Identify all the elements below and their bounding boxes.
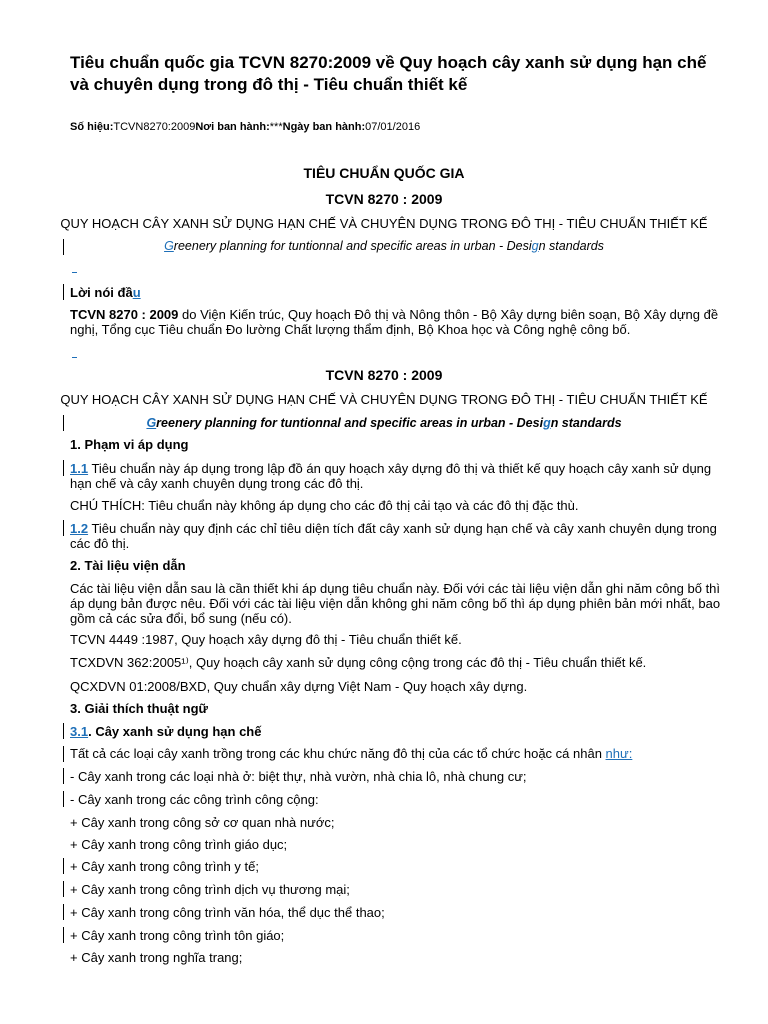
edit-marker bbox=[63, 858, 64, 874]
standard-vn-title: QUY HOẠCH CÂY XANH SỬ DỤNG HẠN CHẾ VÀ CHUYÊN DỤNG TRONG ĐÔ THỊ - TIÊU CHUẨN THIẾT KẾ bbox=[60, 216, 708, 231]
anchor-marker bbox=[72, 272, 77, 273]
list-item: + Cây xanh trong công trình dịch vụ thương mại; bbox=[70, 882, 350, 897]
term-3-1: 3.1. Cây xanh sử dụng hạn chế bbox=[70, 724, 262, 739]
document-meta bbox=[70, 121, 420, 133]
standard-en-title-2: Greenery planning for tuntionnal and specific areas in urban - Design standards bbox=[146, 416, 622, 430]
foreword-body: TCVN 8270 : 2009 do Viện Kiến trúc, Quy hoạch Đô thị và Nông thôn - Bộ Xây dựng biên soạn, Bộ Xây dựng đề nghị, Tổng cục Tiêu chuẩn Đo lường Chất lượng thẩm định, Bộ Khoa học và Công nghệ công bố. bbox=[70, 307, 719, 337]
list-item: - Cây xanh trong các công trình công cộng: bbox=[70, 792, 319, 807]
edit-marker bbox=[63, 520, 64, 536]
reference-2: TCXDVN 362:2005¹⁾, Quy hoạch cây xanh sử dụng công cộng trong các đô thị - Tiêu chuẩn thiết kế. bbox=[70, 655, 647, 670]
foreword-heading: Lời nói đầu bbox=[70, 285, 141, 300]
standard-code-2: TCVN 8270 : 2009 bbox=[325, 367, 443, 383]
edit-marker bbox=[63, 881, 64, 897]
edit-marker bbox=[63, 927, 64, 943]
edit-marker bbox=[63, 791, 64, 807]
list-item: + Cây xanh trong công trình giáo dục; bbox=[70, 837, 288, 852]
clause-1-2: 1.2 Tiêu chuẩn này quy định các chỉ tiêu diện tích đất cây xanh sử dụng hạn chế và cây xanh chuyên dụng trong các đô thị. bbox=[70, 521, 717, 551]
standard-en-title: Greenery planning for tuntionnal and specific areas in urban - Design standards bbox=[164, 239, 604, 253]
number-label: Số hiệu: bbox=[70, 121, 114, 133]
edit-marker bbox=[63, 284, 64, 300]
anchor-marker bbox=[72, 357, 77, 358]
section-2-heading: 2. Tài liệu viện dẫn bbox=[70, 558, 186, 573]
document-title: Tiêu chuẩn quốc gia TCVN 8270:2009 về Quy hoạch cây xanh sử dụng hạn chế và chuyên dụng trong đô thị - Tiêu chuẩn thiết kế bbox=[70, 53, 707, 94]
edit-marker bbox=[63, 904, 64, 920]
reference-3: QCXDVN 01:2008/BXD, Quy chuẩn xây dựng Việt Nam - Quy hoạch xây dựng. bbox=[70, 679, 528, 694]
section-2-intro: Các tài liệu viện dẫn sau là cần thiết khi áp dụng tiêu chuẩn này. Đối với các tài liệu viện dẫn ghi năm công bố thì áp dụng bản được nêu. Đối với các tài liệu viện dẫn không ghi năm công bố thì áp dụng phiên bản mới nhất, bao gồm cả các sửa đổi, bổ sung (nếu có). bbox=[70, 581, 721, 626]
edit-marker bbox=[63, 460, 64, 476]
number-value: TCVN8270:2009 bbox=[113, 121, 196, 133]
section-3-heading: 3. Giải thích thuật ngữ bbox=[70, 701, 208, 716]
list-item: + Cây xanh trong công trình y tế; bbox=[70, 859, 259, 874]
issue-date-label: Ngày ban hành: bbox=[282, 121, 366, 133]
list-item: + Cây xanh trong nghĩa trang; bbox=[70, 950, 243, 965]
list-item: - Cây xanh trong các loại nhà ở: biệt thự, nhà vườn, nhà chia lô, nhà chung cư; bbox=[70, 769, 527, 784]
issue-date-value: 07/01/2016 bbox=[365, 121, 421, 133]
list-item: + Cây xanh trong công trình tôn giáo; bbox=[70, 928, 285, 943]
list-item: + Cây xanh trong công trình văn hóa, thể dục thể thao; bbox=[70, 905, 385, 920]
edit-marker bbox=[63, 746, 64, 762]
national-standard-heading: TIÊU CHUẨN QUỐC GIA bbox=[303, 165, 465, 181]
issuer-label: Nơi ban hành: bbox=[195, 121, 270, 133]
reference-1: TCVN 4449 :1987, Quy hoạch xây dựng đô thị - Tiêu chuẩn thiết kế. bbox=[70, 632, 462, 647]
section-1-heading: 1. Phạm vi áp dụng bbox=[70, 437, 189, 452]
clause-1-1: 1.1 Tiêu chuẩn này áp dụng trong lập đồ án quy hoạch xây dựng đô thị và thiết kế quy hoạch cây xanh sử dụng hạn chế và cây xanh chuyên dụng trong các đô thị. bbox=[70, 461, 712, 491]
list-item: + Cây xanh trong công sở cơ quan nhà nước; bbox=[70, 815, 335, 830]
edit-marker bbox=[63, 723, 64, 739]
term-3-1-definition: Tất cả các loại cây xanh trồng trong các khu chức năng đô thị của các tổ chức hoặc cá nhân như: bbox=[70, 746, 633, 761]
issuer-value: *** bbox=[269, 121, 283, 133]
edit-marker bbox=[63, 768, 64, 784]
standard-vn-title-2: QUY HOẠCH CÂY XANH SỬ DỤNG HẠN CHẾ VÀ CHUYÊN DỤNG TRONG ĐÔ THỊ - TIÊU CHUẨN THIẾT KẾ bbox=[60, 392, 708, 407]
note-1: CHÚ THÍCH: Tiêu chuẩn này không áp dụng cho các đô thị cải tạo và các đô thị đặc thù. bbox=[70, 498, 579, 513]
standard-code: TCVN 8270 : 2009 bbox=[325, 191, 443, 207]
